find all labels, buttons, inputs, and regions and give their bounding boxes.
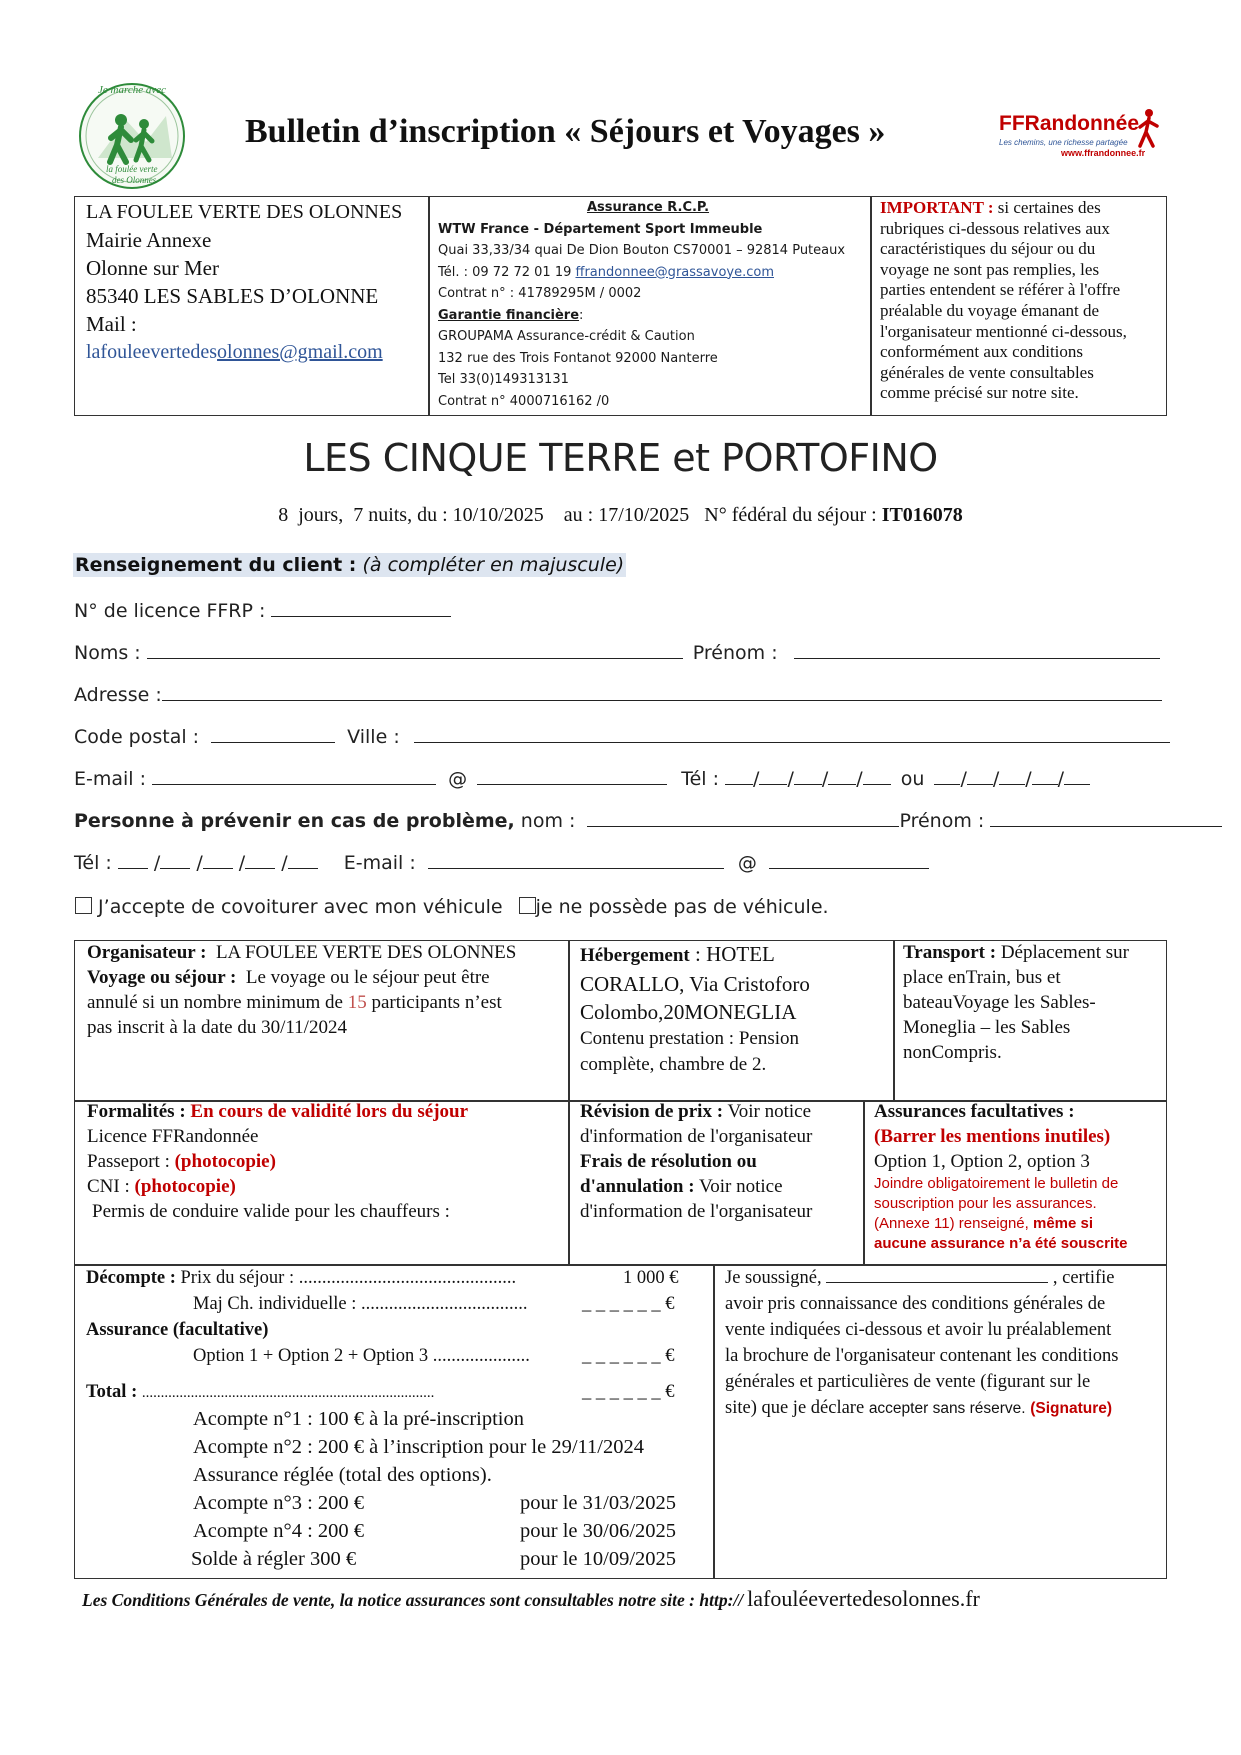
club-address-line: 85340 LES SABLES D’OLONNE [86,284,379,308]
options-row [86,1343,711,1369]
trip-details [0,504,1241,527]
tel-input[interactable] [863,766,891,785]
ffrandonnee-brand: FFRandonnée [999,112,1139,135]
tel2-input[interactable] [999,766,1025,785]
contact-email-user-input[interactable] [428,850,724,869]
attach-notice-emphasis: même si [1033,1215,1094,1232]
tel2-input[interactable] [934,766,960,785]
important-note [880,198,1127,404]
lodging-value: Colombo,20MONEGLIA [580,1000,797,1024]
photocopy-note: (photocopie) [134,1176,236,1197]
email-row [74,766,1090,790]
contact-email-label: E-mail : [343,852,416,874]
installment-4-date: pour le 30/06/2025 [520,1520,677,1542]
lodging-value: : HOTEL [694,942,775,966]
guarantee-company: GROUPAMA Assurance-crédit & Caution [438,329,695,344]
divider [568,940,570,1102]
tel-separator: / [1057,768,1065,790]
tel2-input[interactable] [967,766,993,785]
tel-separator: / [238,852,246,874]
divider [863,1100,865,1266]
insurance-address: Quai 33,33/34 quai De Dion Bouton CS70001 – 92814 Puteaux [438,243,846,258]
organizer-cell [87,940,563,1040]
attach-notice [874,1174,1164,1254]
client-section-heading [73,553,626,577]
installment-3-date: pour le 31/03/2025 [520,1492,677,1514]
options-dots: ..................... [432,1346,530,1366]
installment-3: Acompte n°3 : 200 € [193,1492,365,1514]
contact-tel-input[interactable] [118,850,148,869]
signature-area[interactable] [725,1422,1165,1552]
guarantee-colon: : [579,307,584,323]
footer-text: Les Conditions Générales de vente, la notice assurances sont consultables notre site : http:// [82,1590,744,1610]
declaration-line-6 [725,1395,1165,1422]
options-value[interactable]: _ _ _ _ _ _ € [582,1346,675,1366]
id-card-label: CNI : [87,1176,130,1197]
single-room-value[interactable]: _ _ _ _ _ _ € [582,1294,675,1314]
cancellation-value: d'information de l'organisateur [580,1201,813,1222]
important-line: rubriques ci-dessous relatives aux [880,218,1110,238]
guarantee-title-row [438,305,858,327]
page-title: Bulletin d’inscription « Séjours et Voyages » [245,113,886,150]
trip-dates: 8 jours, 7 nuits, du : 10/10/2025 au : 17/10/2025 N° fédéral du séjour : [278,504,877,526]
tel-separator: / [753,768,760,790]
price-value: 1 000 € [623,1268,679,1288]
declaration-text: accepter sans réserve. [868,1400,1026,1417]
contact-label: Personne à prévenir en cas de problème, [74,810,515,832]
balance-row [191,1545,711,1573]
important-line: conformément aux conditions [880,342,1084,362]
noms-label: Noms : [74,642,141,664]
address-row [74,682,1162,706]
ffrandonnee-tagline: Les chemins, une richesse partagée [999,138,1128,147]
contact-tel-input[interactable] [160,850,190,869]
insurance-heading: Assurance (facultative) [86,1320,269,1340]
guarantee-title: Garantie financière [438,307,580,323]
passport-label: Passeport : [87,1151,170,1172]
ffrandonnee-url: www.ffrandonnee.fr [1061,148,1146,158]
declaration-text: Je soussigné, [725,1268,822,1288]
attach-notice-emphasis: aucune assurance n’a été souscrite [874,1235,1128,1252]
licence-input[interactable] [271,598,451,617]
insurance-company: WTW France - Département Sport Immeuble [438,221,763,237]
tel2-input[interactable] [1032,766,1058,785]
lodging-value: CORALLO, Via Cristoforo [580,972,810,996]
installments [86,1405,711,1573]
footer-note [82,1586,980,1612]
voyage-text: pas inscrit à la date du 30/11/2024 [87,1017,347,1038]
insurance-tel: Tél. : 09 72 72 01 19 [438,264,572,280]
carpool-label: J’accepte de covoiturer avec mon véhicule [98,896,503,918]
important-line: comme précisé sur notre site. [880,383,1079,403]
tel-input[interactable] [794,766,822,785]
tel-input[interactable] [725,766,753,785]
or-label: ou [900,768,925,790]
email-part: olonnes@gmail.com [217,341,383,363]
cancellation-label: Frais de résolution ou [580,1151,757,1172]
transport-text: Déplacement sur [1000,942,1130,963]
organizer-value: LA FOULEE VERTE DES OLONNES [215,942,517,963]
contact-tel-row [74,850,929,874]
email-user-input[interactable] [152,766,436,785]
revision-value: d'information de l'organisateur [580,1126,813,1147]
tel-separator: / [856,768,863,790]
divider [428,196,430,416]
cancellation-value: Voir notice [699,1176,783,1197]
balance: Solde à régler 300 € [191,1548,357,1570]
important-line: parties entendent se référer à l'offre [880,280,1121,300]
name-row [74,640,1160,664]
single-room-dots: .................................... [361,1294,528,1314]
installment-4: Acompte n°4 : 200 € [193,1520,365,1542]
voyage-label: Voyage ou séjour : [87,967,237,988]
email-part: lafouleevertedes [86,341,218,363]
installment-2: Acompte n°2 : 200 € à l’inscription pour le 29/11/2024 [193,1436,644,1458]
transport-text: bateauVoyage les Sables- [903,992,1096,1013]
club-address-line: Olonne sur Mer [86,256,219,280]
prenom-label: Prénom : [692,642,778,664]
insurance-contact [438,262,858,284]
no-vehicle-label: je ne possède pas de véhicule. [535,896,829,918]
formalities-value: En cours de validité lors du séjour [190,1101,469,1122]
prestation-text: Contenu prestation : Pension [580,1028,800,1049]
contact-tel-input[interactable] [245,850,275,869]
licence-text: Licence FFRandonnée [87,1126,259,1147]
cancellation-row [580,1174,860,1199]
ville-label: Ville : [347,726,400,748]
adresse-input[interactable] [162,682,1162,701]
club-address [86,198,402,366]
declaration-text: la brochure de l'organisateur contenant les conditions [725,1346,1119,1366]
declaration-cell [725,1265,1165,1552]
important-line: caractéristiques du séjour ou du [880,239,1096,259]
club-email[interactable] [86,338,402,366]
logo-top-text: Je marche avec [98,84,166,96]
contact-at-sign: @ [737,852,757,874]
organizer-row [87,940,563,965]
tel2-input[interactable] [1064,766,1090,785]
contact-tel-input[interactable] [203,850,233,869]
club-name: LA FOULEE VERTE DES OLONNES [86,201,403,223]
decompte-cell [86,1265,711,1573]
total-value[interactable]: _ _ _ _ _ _ € [582,1382,675,1402]
declaration-text: site) que je déclare [725,1398,865,1418]
total-row [86,1369,711,1405]
ffrandonnee-logo [995,108,1165,164]
insurance-paid: Assurance réglée (total des options). [193,1464,492,1486]
contact-email-domain-input[interactable] [769,850,929,869]
important-text: si certaines des [997,198,1101,217]
tel-separator: / [960,768,967,790]
cp-input[interactable] [211,724,335,743]
cp-label: Code postal : [74,726,200,748]
driving-licence-text: Permis de conduire valide pour les chauffeurs : [92,1201,450,1222]
prestation-text: complète, chambre de 2. [580,1054,767,1075]
organizer-label: Organisateur : [87,942,207,963]
important-line-1 [880,198,1127,219]
installment-1: Acompte n°1 : 100 € à la pré-inscription [193,1408,524,1430]
divider [893,940,895,1102]
attach-notice-line: Joindre obligatoirement le bulletin de [874,1175,1119,1192]
voyage-text: Le voyage ou le séjour peut être [245,967,490,988]
transport-label: Transport : [903,942,997,963]
voyage-text: participants n’est [371,992,502,1013]
contact-tel-label: Tél : [74,852,112,874]
voyage-text: annulé si un nombre minimum de [87,992,343,1013]
declaration-text: générales et particulières de vente (figurant sur le [725,1372,1091,1392]
transport-cell [903,940,1165,1065]
formalities-cell [87,1099,563,1224]
declaration-text: avoir pris connaissance des conditions générales de [725,1294,1106,1314]
insurance-info [438,197,858,412]
id-card-row [87,1174,563,1199]
single-room-row [86,1291,711,1317]
transport-text: Moneglia – les Sables [903,1017,1071,1038]
tel-separator: / [1025,768,1032,790]
attach-notice-text: (Annexe 11) renseigné, [874,1215,1029,1232]
lodging-label: Hébergement [580,945,690,966]
signatory-name-input[interactable] [826,1266,1048,1283]
options-label: Option 1 + Option 2 + Option 3 [193,1346,429,1366]
important-line: préalable du voyage émanant de [880,300,1100,320]
insurance-title: Assurance R.C.P. [586,200,710,215]
important-line: voyage ne sont pas remplies, les [880,259,1100,279]
tel-separator: / [787,768,794,790]
transport-text: nonCompris. [903,1042,1002,1063]
decompte-label: Décompte : [86,1268,176,1288]
strike-useless-note: (Barrer les mentions inutiles) [874,1126,1111,1147]
divider [870,196,872,416]
price-dots: ............................................... [298,1268,517,1288]
revision-value: Voir notice [727,1101,812,1122]
checkbox-row [75,896,829,918]
at-sign: @ [448,768,468,790]
balance-date: pour le 10/09/2025 [520,1548,677,1570]
club-logo [76,80,188,192]
tel-separator: / [196,852,203,874]
club-address-line: Mairie Annexe [86,228,212,252]
email-label: E-mail : [74,768,147,790]
insurance-contract: Contrat n° : 41789295M / 0002 [438,286,642,301]
attach-notice-line: souscription pour les assurances. [874,1195,1097,1212]
declaration-text: , certifie [1052,1268,1115,1288]
total-dots: .............................................................................. [141,1385,435,1401]
installment-3-row [193,1489,711,1517]
contact-row [74,808,1222,832]
important-label: IMPORTANT : [880,198,994,217]
tel-input[interactable] [759,766,787,785]
declaration-line-1 [725,1265,1165,1291]
logo-bottom-text-2: des Olonnes [112,175,157,185]
attach-notice-line [874,1214,1164,1234]
guarantee-contract: Contrat n° 4000716162 /0 [438,393,610,409]
formalities-label: Formalités : [87,1101,186,1122]
contact-prenom-label: Prénom : [899,810,985,832]
guarantee-tel: Tel 33(0)149313131 [438,372,569,387]
price-label: Prix du séjour : [180,1268,295,1288]
licence-row [74,598,451,622]
federal-number: IT016078 [881,504,963,526]
single-room-label: Maj Ch. individuelle : [193,1294,357,1314]
price-row [86,1265,711,1291]
email-domain-input[interactable] [477,766,667,785]
divider [713,1264,715,1579]
insurance-email-link[interactable]: ffrandonnee@grassavoye.com [575,264,774,280]
important-line: l'organisateur mentionné ci-dessous, [880,321,1127,341]
voyage-row [87,990,563,1015]
divider [568,1100,570,1266]
revision-row [580,1099,860,1124]
client-heading-bold: Renseignement du client : [75,554,357,576]
trip-title: LES CINQUE TERRE et PORTOFINO [303,436,938,480]
contact-nom-input[interactable] [587,808,899,827]
noms-input[interactable] [147,640,683,659]
revision-label: Révision de prix : [580,1101,724,1122]
guarantee-address: 132 rue des Trois Fontanot 92000 Nanterre [438,350,718,366]
contact-tel-input[interactable] [288,850,318,869]
carpool-checkbox[interactable] [75,897,92,914]
licence-label: N° de licence FFRP : [74,600,266,622]
cancellation-label: d'annulation : [580,1176,695,1197]
optional-insurance-cell [874,1099,1164,1254]
declaration-text: vente indiquées ci-dessous et avoir lu préalablement [725,1320,1112,1340]
tel-separator: / [281,852,288,874]
installment-4-row [193,1517,711,1545]
tel-separator: / [821,768,829,790]
photocopy-note: (photocopie) [174,1151,276,1172]
adresse-label: Adresse : [74,684,162,706]
ville-input[interactable] [414,724,1170,743]
tel-separator: / [153,852,161,874]
client-heading-italic: (à compléter en majuscule) [362,554,625,576]
voyage-row [87,965,563,990]
total-label: Total : [86,1382,138,1402]
formalities-row [87,1099,563,1124]
club-mail-label: Mail : [86,312,137,336]
signature-label: (Signature) [1030,1400,1113,1417]
optional-insurance-label: Assurances facultatives : [874,1101,1075,1122]
passport-row [87,1149,563,1174]
contact-prenom-input[interactable] [990,808,1222,827]
transport-text: place enTrain, bus et [903,967,1061,988]
lodging-cell [580,940,890,1078]
options-text: Option 1, Option 2, option 3 [874,1151,1090,1172]
city-row [74,724,1170,748]
logo-bottom-text-1: la foulée verte [106,164,158,174]
min-participants: 15 [347,992,367,1013]
prenom-input[interactable] [794,640,1160,659]
transport-row [903,940,1165,965]
price-revision-cell [580,1099,860,1224]
tel-label: Tél : [681,768,719,790]
lodging-row [580,940,890,970]
footer-site-link[interactable]: lafouléevertedesolonnes.fr [747,1586,980,1611]
no-vehicle-checkbox[interactable] [519,897,536,914]
tel-input[interactable] [828,766,856,785]
important-line: générales de vente consultables [880,362,1094,382]
tel-separator: / [992,768,1000,790]
contact-nom-label: nom : [520,810,576,832]
